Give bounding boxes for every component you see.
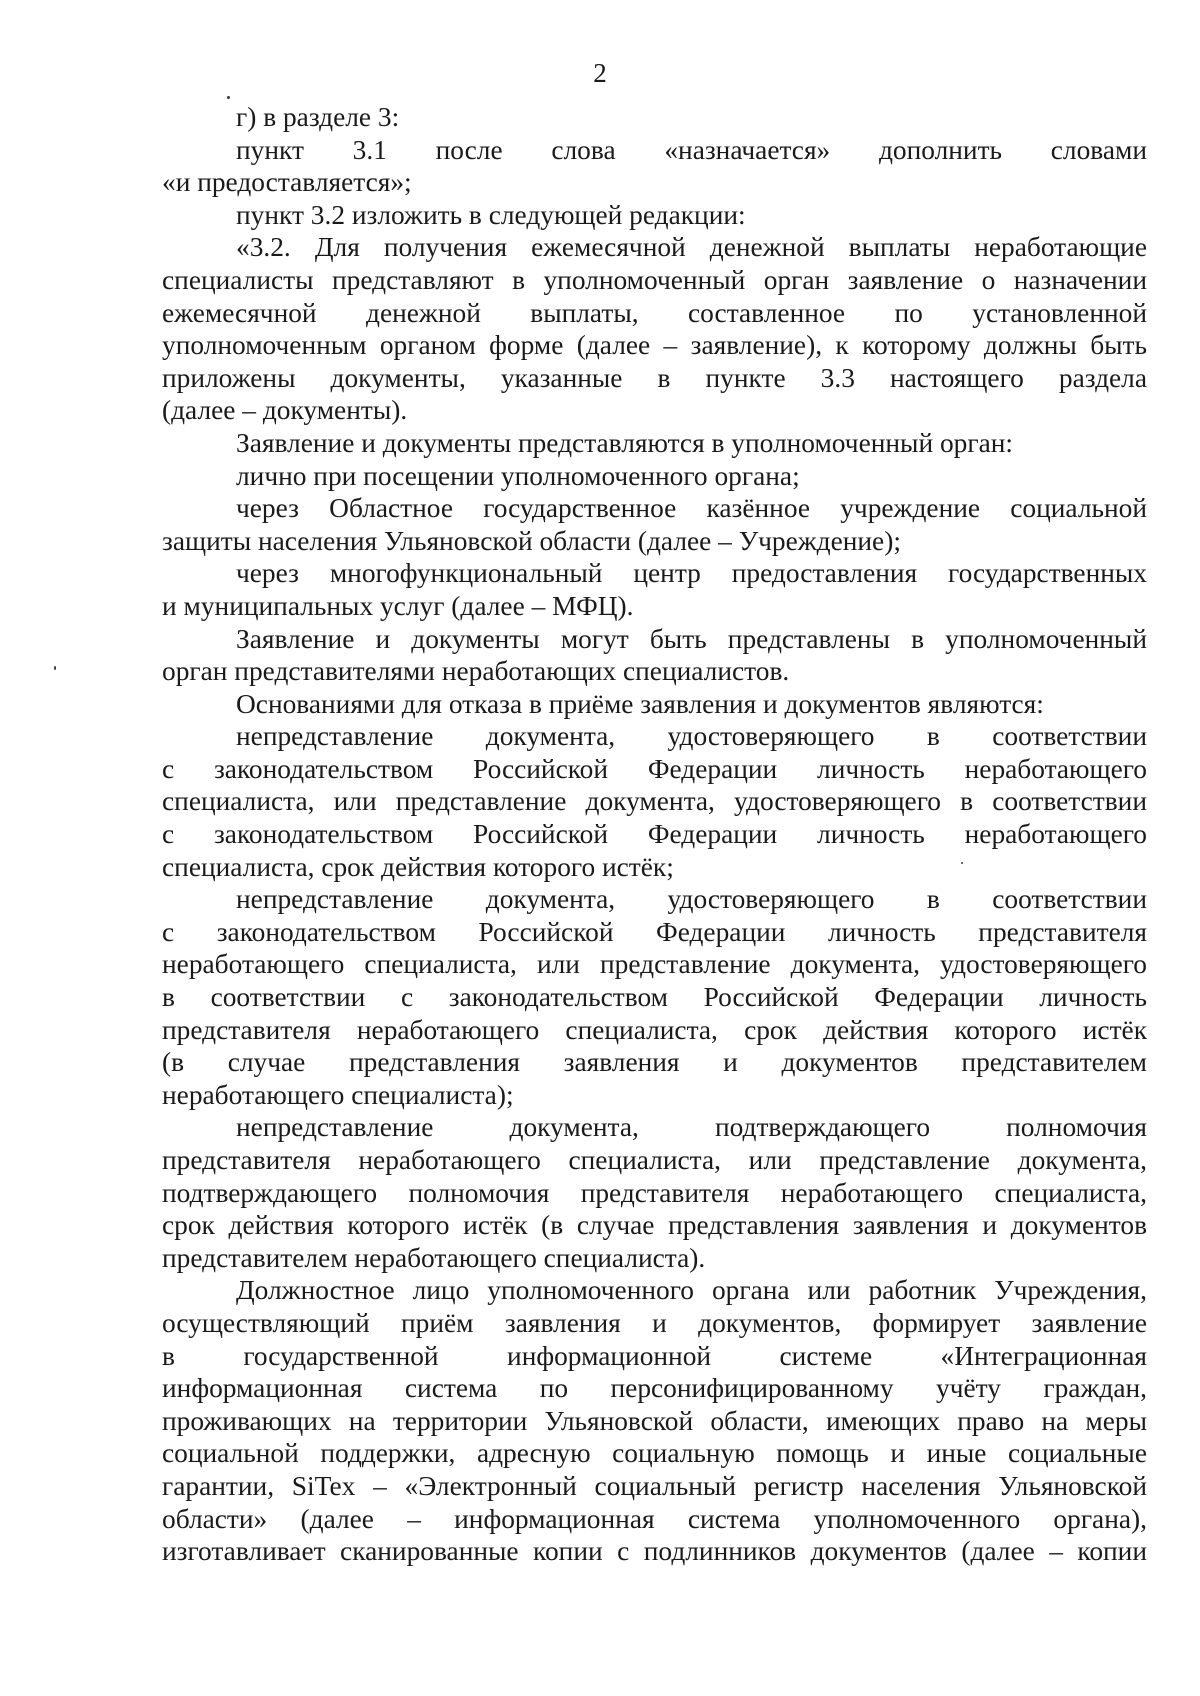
text-line: приложены документы, указанные в пункте 3.3 настоящего раздела (162, 362, 1147, 393)
scan-speck (227, 96, 230, 99)
text-line: специалисты представляют в уполномоченный орган заявление о назначении (162, 264, 1147, 295)
text-line: г) в разделе 3: (236, 102, 400, 132)
text-line: специалиста, срок действия которого истёк; (162, 851, 674, 882)
text-line: подтверждающего полномочия представителя неработающего специалиста, (162, 1177, 1147, 1208)
text-line: пункт 3.2 изложить в следующей редакции: (236, 199, 746, 230)
text-line: лично при посещении уполномоченного органа; (236, 460, 800, 491)
text-line: защиты населения Ульяновской области (далее – Учреждение); (162, 525, 901, 556)
text-line: пункт 3.1 после слова «назначается» дополнить словами (236, 134, 1147, 165)
page-number: 2 (593, 58, 607, 88)
text-line: ежемесячной денежной выплаты, составленное по установленной (162, 297, 1147, 328)
text-line: неработающего специалиста, или представление документа, удостоверяющего (162, 949, 1147, 980)
document-body (162, 101, 1147, 1568)
text-line: социальной поддержки, адресную социальную помощь и иные социальные (162, 1438, 1147, 1469)
text-line: в соответствии с законодательством Российской Федерации личность (162, 982, 1147, 1013)
text-line: (в случае представления заявления и документов представителем (162, 1047, 1147, 1078)
text-line: проживающих на территории Ульяновской области, имеющих право на меры (162, 1405, 1147, 1436)
text-line: осуществляющий приём заявления и документов, формирует заявление (162, 1307, 1147, 1338)
text-line: «и предоставляется»; (162, 167, 412, 198)
text-line: непредставление документа, удостоверяющего в соответствии (236, 721, 1147, 752)
text-line: Должностное лицо уполномоченного органа или работник Учреждения, (236, 1275, 1147, 1306)
text-line: специалиста, или представление документа, удостоверяющего в соответствии (162, 786, 1147, 817)
text-line: непредставление документа, подтверждающего полномочия (236, 1112, 1147, 1143)
text-line: уполномоченным органом форме (далее – заявление), к которому должны быть (162, 330, 1147, 361)
text-line: и муниципальных услуг (далее – МФЦ). (162, 590, 634, 621)
text-line: представителя неработающего специалиста, или представление документа, (162, 1145, 1147, 1175)
text-line: Основаниями для отказа в приёме заявления и документов являются: (236, 688, 1044, 719)
text-line: с законодательством Российской Федерации личность неработающего (162, 753, 1147, 784)
text-line: с законодательством Российской Федерации личность представителя (162, 916, 1147, 947)
text-line: изготавливает сканированные копии с подлинников документов (далее – копии (162, 1536, 1147, 1567)
text-line: с законодательством Российской Федерации личность неработающего (162, 819, 1147, 850)
text-line: Заявление и документы представляются в уполномоченный орган: (236, 427, 1014, 458)
text-line: в государственной информационной системе «Интеграционная (162, 1340, 1147, 1371)
text-line: представителя неработающего специалиста, срок действия которого истёк (162, 1014, 1147, 1045)
text-line: информационная система по персонифицированному учёту граждан, (162, 1373, 1147, 1404)
text-line: через многофункциональный центр предоставления государственных (236, 558, 1147, 589)
scan-speck (54, 666, 56, 670)
text-line: представителем неработающего специалиста). (162, 1242, 706, 1273)
text-line: области» (далее – информационная система уполномоченного органа), (162, 1503, 1147, 1534)
text-line: неработающего специалиста); (162, 1079, 514, 1110)
text-line: «3.2. Для получения ежемесячной денежной выплаты неработающие (236, 232, 1147, 263)
text-line: (далее – документы). (162, 395, 408, 426)
text-line: Заявление и документы могут быть представлены в уполномоченный (236, 623, 1147, 654)
text-line: орган представителями неработающих специалистов. (162, 656, 790, 687)
scan-speck (961, 862, 963, 864)
text-line: через Областное государственное казённое учреждение социальной (236, 493, 1147, 524)
text-line: непредставление документа, удостоверяющего в соответствии (236, 884, 1147, 915)
text-line: гарантии, SiTex – «Электронный социальный регистр населения Ульяновской (162, 1470, 1147, 1501)
text-line: срок действия которого истёк (в случае представления заявления и документов (162, 1210, 1147, 1241)
